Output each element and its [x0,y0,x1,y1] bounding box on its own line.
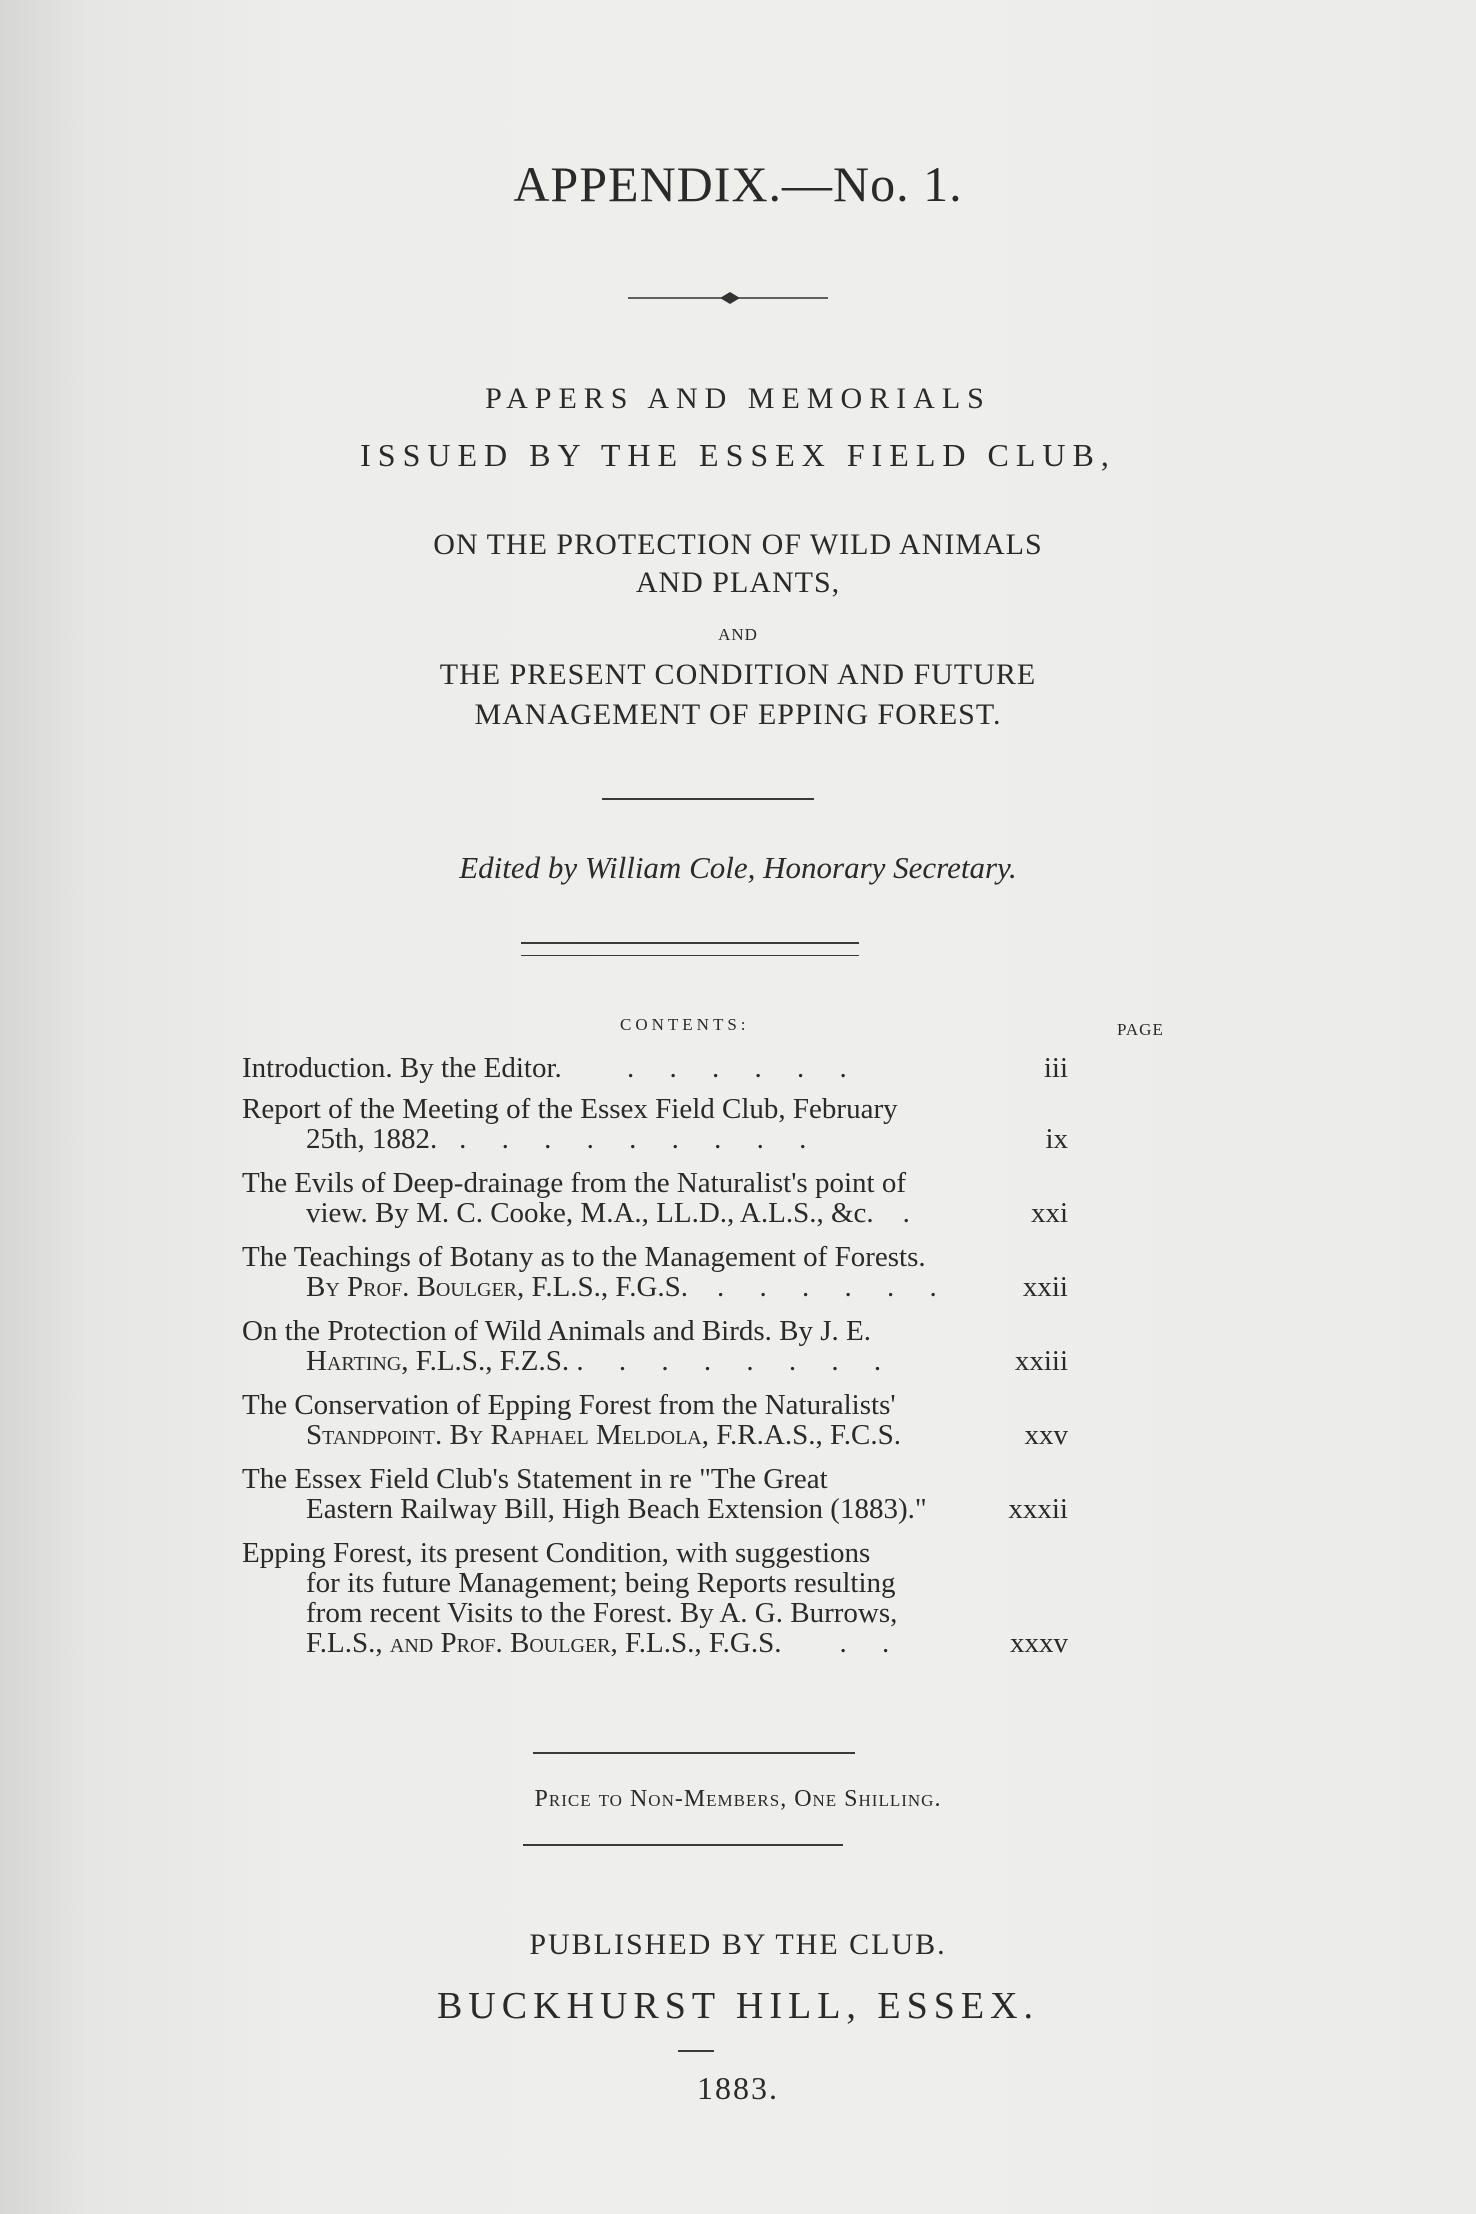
heading-line-5: AND [718,625,758,644]
entry-page: xxii [1022,1271,1068,1303]
contents-label: CONTENTS: [620,1015,750,1034]
contents-entry [242,1390,1068,1450]
heading-line-6: THE PRESENT CONDITION AND FUTURE [439,658,1037,691]
entry-text: By Prof. Boulger, F.L.S., F.G.S. [306,1271,689,1303]
divider [602,798,814,800]
entry-text: Introduction. By the Editor. [242,1052,562,1084]
heading-line-4: AND PLANTS, [635,566,841,599]
entry-page: iii [1043,1052,1068,1084]
entry-dots: . . [839,1627,904,1659]
heading-line-1: PAPERS AND MEMORIALS [485,382,991,415]
entry-dots: . . . . . . . . . [459,1123,821,1155]
heading-line-2: ISSUED BY THE ESSEX FIELD CLUB, [360,437,1116,473]
year-line: 1883. [697,2070,779,2106]
entry-text: The Teachings of Botany as to the Management of Forests. [242,1241,926,1273]
entry-dots: . . . . . . . . [576,1345,896,1377]
entry-text: Standpoint. By Raphael Meldola, F.R.A.S., F.C.S. [306,1419,901,1451]
entry-dots: . [902,1197,924,1229]
entry-text: for its future Management; being Reports resulting [306,1567,896,1599]
entry-page: ix [1045,1123,1068,1155]
publisher-line: PUBLISHED BY THE CLUB. [529,1928,947,1961]
entry-text: from recent Visits to the Forest. By A. G. Burrows, [306,1597,898,1629]
entry-page: xxi [1030,1197,1068,1229]
entry-text: Report of the Meeting of the Essex Field Club, February [242,1093,898,1125]
heading-line-3: ON THE PROTECTION OF WILD ANIMALS [433,528,1043,561]
place-line: BUCKHURST HILL, ESSEX. [436,1985,1040,2027]
entry-page: xxiii [1014,1345,1068,1377]
entry-page: xxv [1024,1419,1068,1451]
contents-entry [242,1168,1068,1228]
entry-text: view. By M. C. Cooke, M.A., LL.D., A.L.S., &c. [306,1197,874,1229]
entry-text: F.L.S., and Prof. Boulger, F.L.S., F.G.S. [306,1627,782,1659]
contents-entry [242,1053,1068,1083]
divider [521,942,859,944]
contents-entry [242,1538,1068,1658]
entry-text: On the Protection of Wild Animals and Birds. By J. E. [242,1315,872,1347]
divider [521,955,859,956]
diamond-rule-icon [628,286,828,310]
entry-text: The Conservation of Epping Forest from the Naturalists' [242,1389,896,1421]
entry-dots: . . . . . . [627,1052,861,1084]
contents-entry [242,1242,1068,1302]
contents-entry [242,1316,1068,1376]
divider [533,1752,855,1754]
page-column-label: PAGE [1117,1020,1164,1039]
heading-line-7: MANAGEMENT OF EPPING FOREST. [474,698,1002,731]
entry-text: Epping Forest, its present Condition, with suggestions [242,1537,871,1569]
contents-entry [242,1094,1068,1154]
price-note: Price to Non-Members, One Shilling. [534,1786,942,1812]
contents-entry [242,1464,1068,1524]
divider [678,2050,714,2052]
entry-text: The Evils of Deep-drainage from the Naturalist's point of [242,1167,906,1199]
entry-text: The Essex Field Club's Statement in re "The Great [242,1463,828,1495]
entry-text: Eastern Railway Bill, High Beach Extension (1883)." [306,1493,927,1525]
editor-credit: Edited by William Cole, Honorary Secretary. [459,850,1017,885]
divider [523,1844,843,1846]
entry-text: 25th, 1882. [306,1123,438,1155]
entry-dots: . . . . . . [717,1271,951,1303]
entry-text: Harting, F.L.S., F.Z.S. [306,1345,570,1377]
entry-page: xxxv [1010,1627,1068,1659]
entry-page: xxxii [1008,1493,1068,1525]
page-title: APPENDIX.—No. 1. [513,156,963,212]
